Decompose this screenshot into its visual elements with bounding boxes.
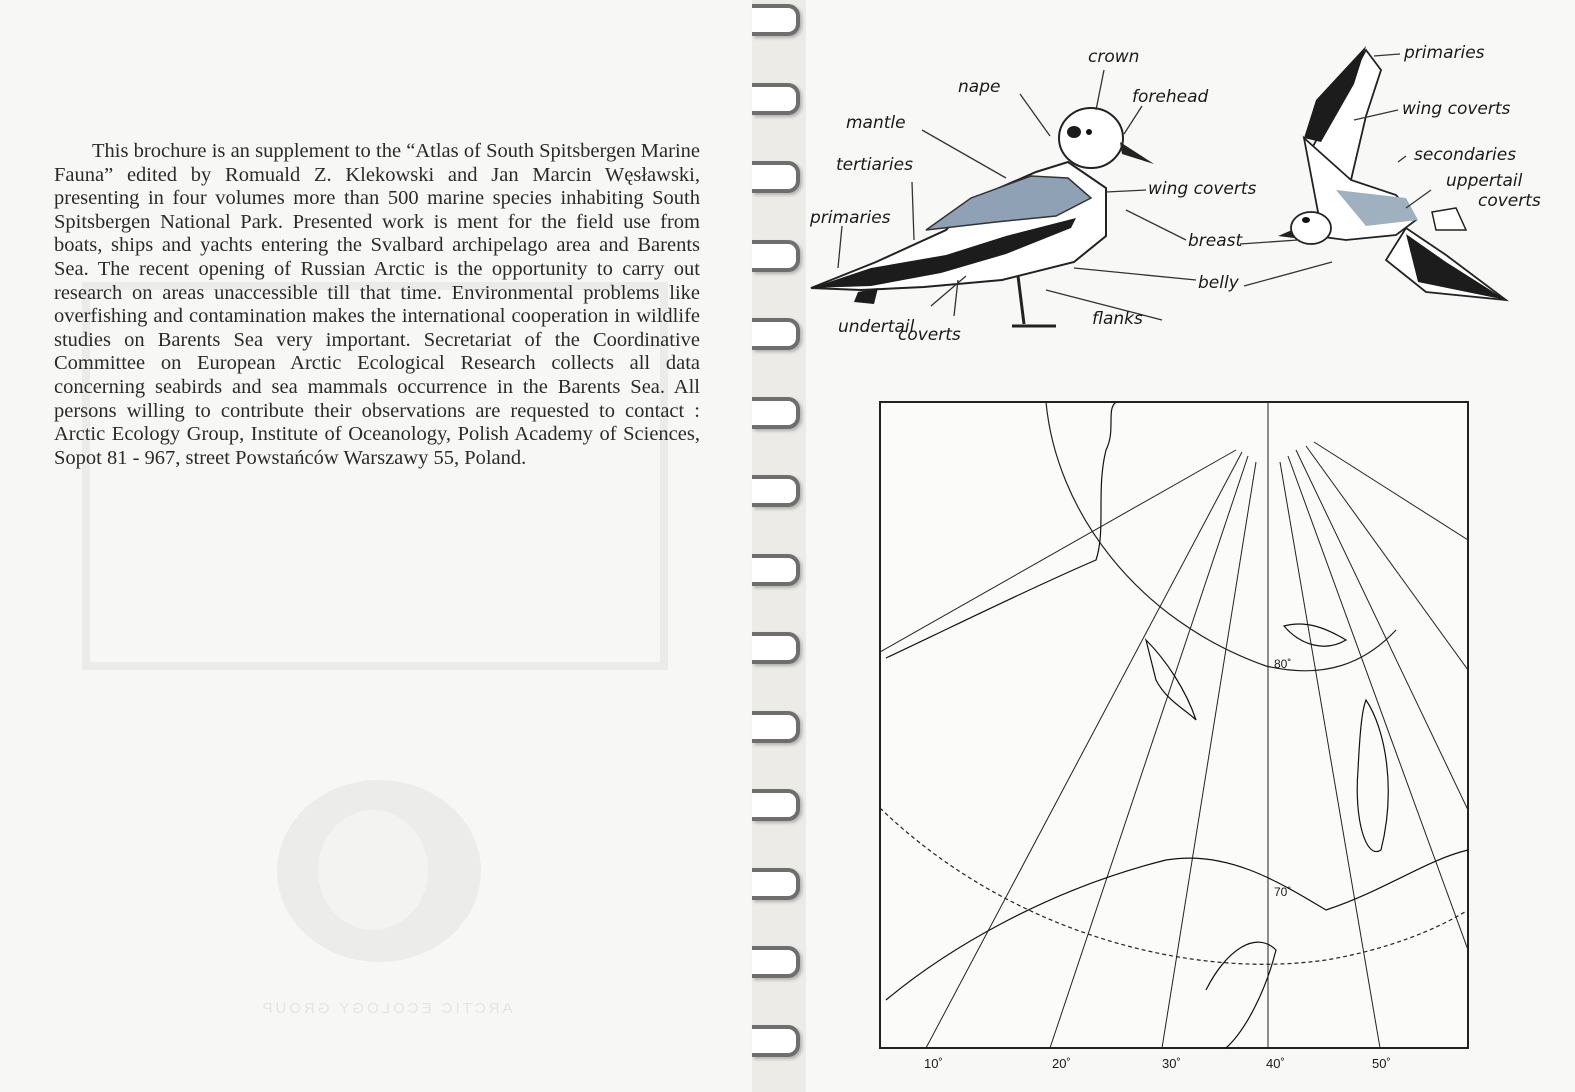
label-undertail-coverts: coverts <box>898 325 961 345</box>
label-nape: nape <box>958 77 1001 97</box>
binding-ring <box>752 4 800 36</box>
bleed-through-emblem-inner <box>318 810 428 930</box>
label-mantle: mantle <box>846 113 906 133</box>
binding-ring <box>752 83 800 115</box>
label-uppertail-coverts: coverts <box>1478 191 1541 211</box>
label-flying-wing-coverts: wing coverts <box>1402 99 1511 119</box>
label-undertail: undertail <box>838 317 915 337</box>
label-uppertail: uppertail <box>1446 171 1523 191</box>
longitude-tick-10: 10˚ <box>924 1056 943 1071</box>
binding-ring <box>752 1025 800 1057</box>
binding-ring <box>752 554 800 586</box>
binding-ring <box>752 397 800 429</box>
binding-ring <box>752 475 800 507</box>
binding-ring <box>752 946 800 978</box>
barents-sea-map <box>806 390 1496 1080</box>
binding-ring <box>752 711 800 743</box>
binding-ring <box>752 632 800 664</box>
longitude-tick-40: 40˚ <box>1266 1056 1285 1071</box>
map-frame <box>880 402 1468 1048</box>
latitude-label-80: 80˚ <box>1274 657 1292 671</box>
label-forehead: forehead <box>1132 87 1209 107</box>
label-primaries: primaries <box>810 208 891 228</box>
latitude-label-70: 70˚ <box>1274 885 1292 899</box>
label-belly: belly <box>1198 273 1239 293</box>
bird-topography-figure <box>806 30 1546 380</box>
label-breast: breast <box>1188 231 1243 251</box>
longitude-tick-50: 50˚ <box>1372 1056 1391 1071</box>
label-crown: crown <box>1088 47 1140 67</box>
label-flying-primaries: primaries <box>1404 43 1485 63</box>
binding-ring <box>752 868 800 900</box>
longitude-tick-30: 30˚ <box>1162 1056 1181 1071</box>
longitude-tick-20: 20˚ <box>1052 1056 1071 1071</box>
intro-paragraph: This brochure is an supplement to the “Atlas of South Spitsbergen Marine Fauna” edited by Romuald Z. Klekowski and Jan Marcin Węsławski, presenting in four volumes more than 500 marine species inhabiting South Spitsbergen National Park. Presented work is ment for the field use from boats, ships and yachts entering the Svalbard archipelago area and Barents Sea. The recent opening of Russian Arctic is the opportunity to carry out research on areas unaccessible till that time. Environmental problems like overfishing and contamination makes the international cooperation in wildlife studies on Barents Sea very important. Secretariat of the Coordinative Committee on European Arctic Ecological Research collects all data concerning seabirds and sea mammals occurrence in the Barents Sea. All persons willing to contribute their observations are requested to contact : Arctic Ecology Group, Institute of Oceanology, Polish Academy of Sciences, Sopot 81 - 967, street Powstańców Warszawy 55, Poland. <box>54 140 700 469</box>
binding-ring <box>752 318 800 350</box>
label-secondaries: secondaries <box>1414 145 1517 165</box>
binding-ring <box>752 789 800 821</box>
binding-ring <box>752 161 800 193</box>
bleed-through-caption: ARCTIC ECOLOGY GROUP <box>259 1000 513 1017</box>
label-flanks: flanks <box>1092 309 1143 329</box>
binding-ring <box>752 240 800 272</box>
label-tertiaries: tertiaries <box>836 155 913 175</box>
label-wing-coverts: wing coverts <box>1148 179 1257 199</box>
